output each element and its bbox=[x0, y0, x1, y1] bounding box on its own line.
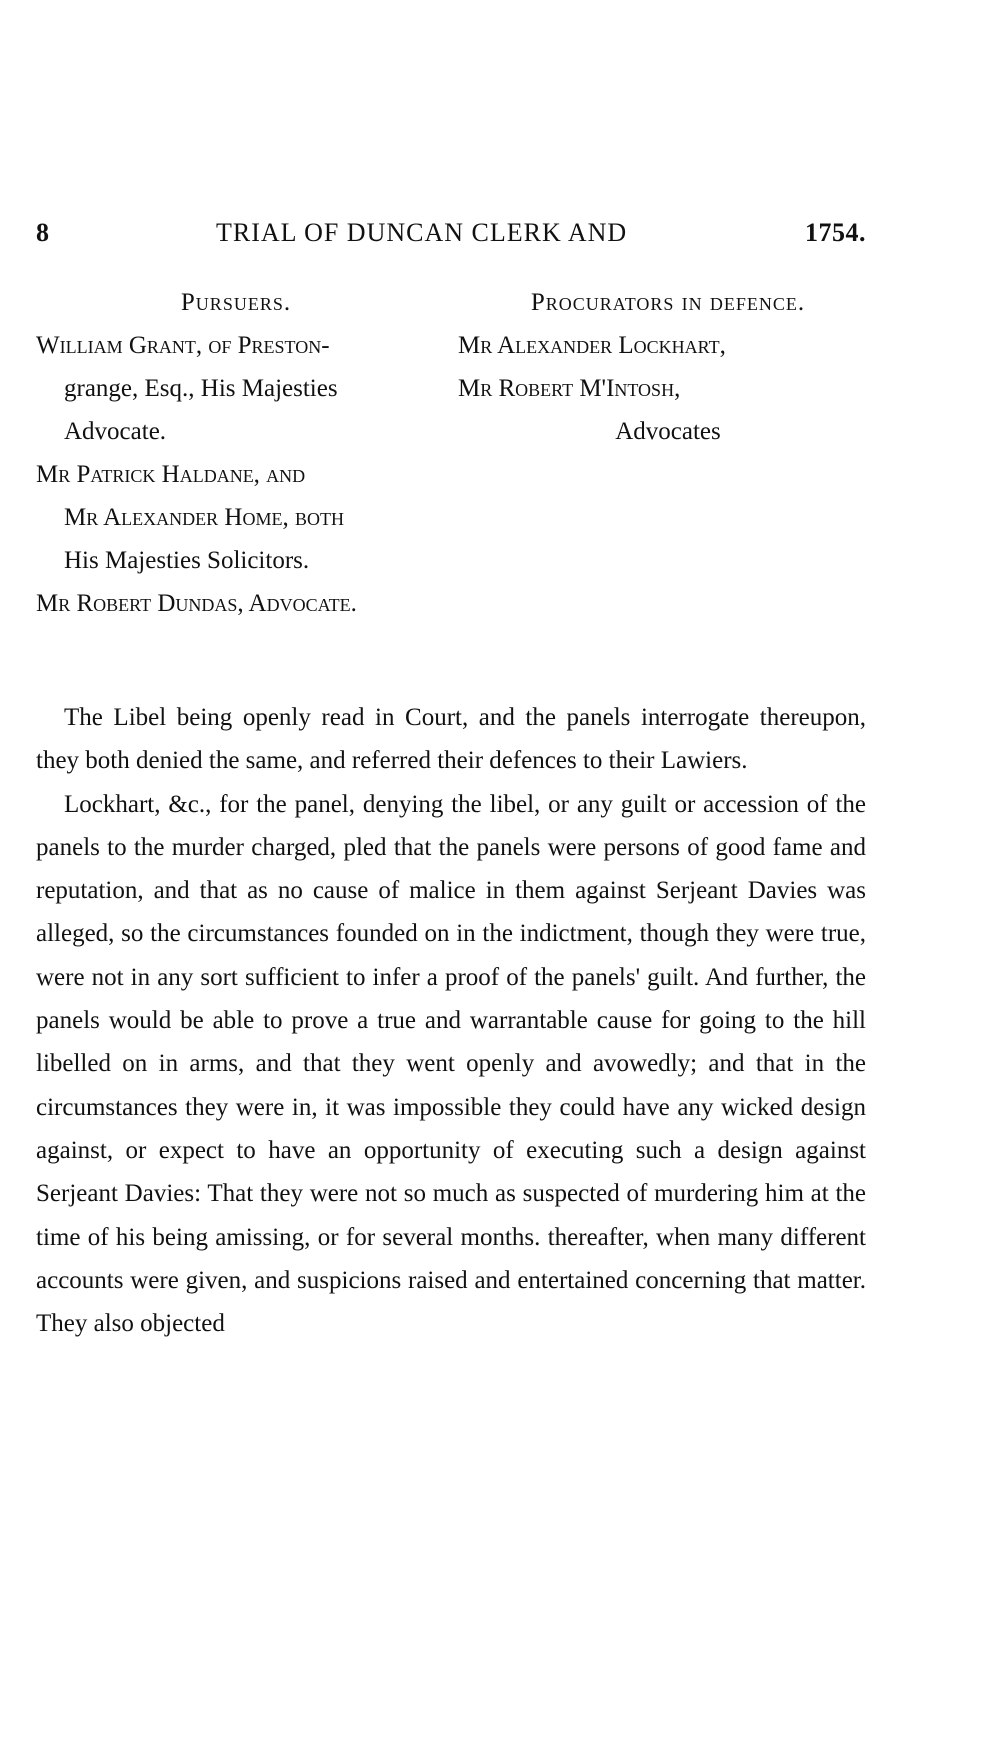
procurator-line: Mr Robert M'Intosh, bbox=[458, 375, 681, 402]
procurator-line: Advocates bbox=[615, 418, 721, 445]
page-number: 8 bbox=[36, 218, 50, 247]
pursuers-column bbox=[36, 281, 436, 625]
running-head bbox=[36, 218, 866, 258]
paragraph-lockhart-defence: Lockhart, &c., for the panel, denying the libel, or any guilt or accession of the panels to the murder charged, pled that the panels were persons of good fame and reputation, and that as no cause of malice in them against Serjeant Davies was alleged, so the circumstances founded on in the indictment, though they were true, were not in any sort sufficient to infer a proof of the panels' guilt. And further, the panels would be able to prove a true and warrantable cause for going to the hill libelled on in arms, and that they went openly and avowedly; and that in the circumstances they were in, it was impossible they could have any wicked design against, or expect to have an opportunity of executing such a design against Serjeant Davies: That they were not so much as suspected of murdering him at the time of his being amissing, or for several months. thereafter, when many different accounts were given, and suspicions raised and entertained concerning that matter. They also objected bbox=[36, 790, 866, 1338]
pursuer-line: Mr Robert Dundas, Advocate. bbox=[36, 590, 357, 617]
procurator-line: Mr Alexander Lockhart, bbox=[458, 332, 726, 359]
pursuer-line: William Grant, of Preston- bbox=[36, 332, 330, 359]
pursuer-line: grange, Esq., His Majesties bbox=[64, 375, 338, 402]
pursuer-line: Advocate. bbox=[64, 418, 167, 445]
body-text bbox=[36, 696, 866, 1345]
running-year: 1754. bbox=[805, 218, 866, 247]
procurators-column bbox=[458, 281, 878, 453]
procurators-heading: Procurators in defence. bbox=[530, 289, 806, 316]
pursuer-line: Mr Patrick Haldane, and bbox=[36, 461, 306, 488]
paragraph-libel-read: The Libel being openly read in Court, and the panels interrogate thereupon, they both denied the same, and referred their defences to their Lawiers. bbox=[36, 704, 866, 775]
running-title: TRIAL OF DUNCAN CLERK AND bbox=[216, 218, 628, 247]
pursuers-heading: Pursuers. bbox=[180, 289, 292, 316]
pursuer-line: Mr Alexander Home, both bbox=[64, 504, 344, 531]
pursuer-line: His Majesties Solicitors. bbox=[64, 547, 310, 574]
